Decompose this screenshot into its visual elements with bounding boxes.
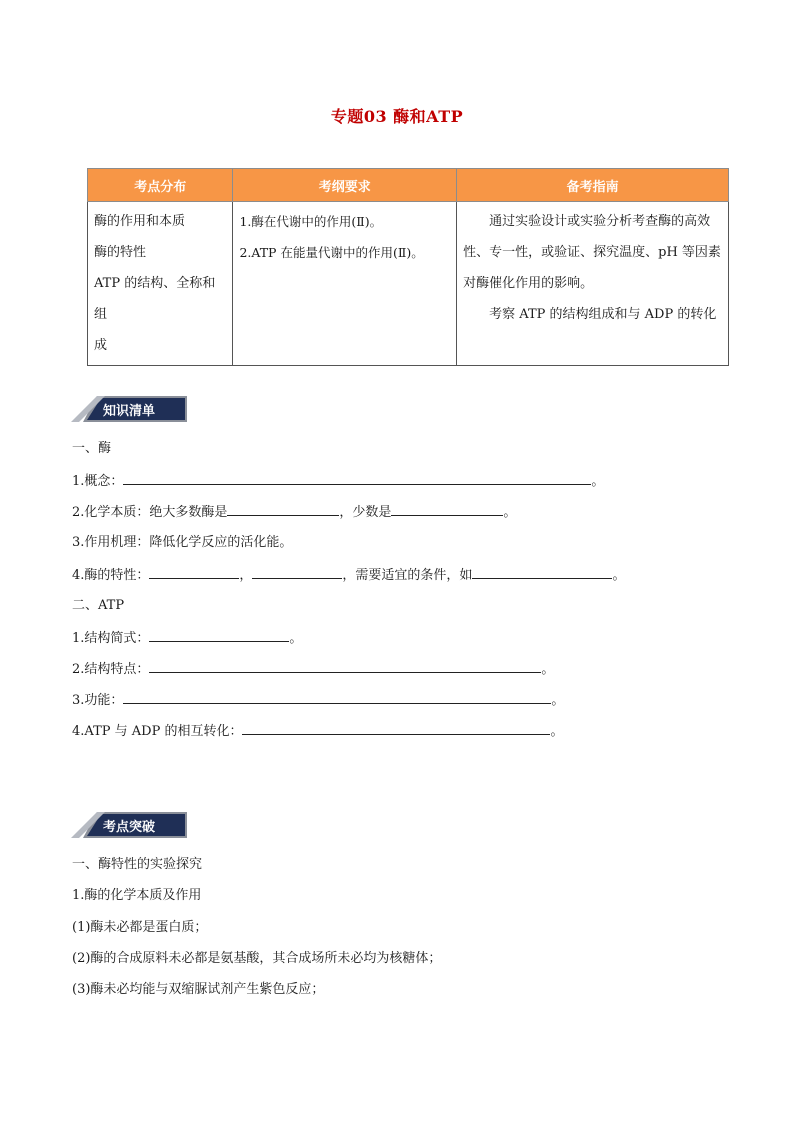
answer-blank[interactable] (149, 658, 541, 673)
cell-guide (457, 202, 729, 366)
heading-atp: 二、ATP (72, 598, 125, 613)
question-chemical-nature: 2.化学本质：绝大多数酶是 ，少数是 。 (72, 501, 516, 521)
list-item: (2)酶的合成原料未必都是氨基酸，其合成场所未必均为核糖体； (72, 951, 442, 966)
question-enzyme-properties: 4.酶的特性： ， ，需要适宜的条件，如 。 (72, 564, 625, 584)
answer-blank[interactable] (227, 501, 339, 516)
answer-blank[interactable] (149, 564, 239, 579)
page-title: 专题03 酶和ATP (330, 107, 464, 126)
header-syllabus-requirements: 考纲要求 (233, 169, 457, 202)
heading-enzyme: 一、酶 (72, 441, 112, 456)
table-row (88, 202, 729, 366)
badge-label: 考点突破 (102, 820, 155, 835)
question-structure-formula: 1.结构简式： 。 (72, 627, 302, 647)
question-concept: 1.概念： 。 (72, 470, 604, 490)
answer-blank[interactable] (472, 564, 612, 579)
topic-line: 酶的作用和本质 (94, 214, 186, 229)
cell-requirements (233, 202, 457, 366)
header-topic-distribution: 考点分布 (88, 169, 233, 202)
guide-paragraph: 通过实验设计或实验分析考查酶的高效性、专一性，或验证、探究温度、pH 等因素对酶催化作用的影响。 (463, 214, 721, 291)
cell-topics (88, 202, 233, 366)
answer-blank[interactable] (391, 501, 503, 516)
question-mechanism: 3.作用机理：降低化学反应的活化能。 (72, 535, 293, 550)
list-item: (1)酶未必都是蛋白质； (72, 920, 208, 935)
guide-paragraph: 考察 ATP 的结构组成和与 ADP 的转化 (489, 307, 717, 322)
badge-label: 知识清单 (102, 404, 155, 419)
requirement-line: 1.酶在代谢中的作用(Ⅱ)。 (239, 214, 383, 229)
list-item: (3)酶未必均能与双缩脲试剂产生紫色反应； (72, 982, 325, 997)
table-header-row (88, 169, 729, 202)
answer-blank[interactable] (123, 689, 551, 704)
answer-blank[interactable] (242, 720, 550, 735)
question-atp-adp-conversion: 4.ATP 与 ADP 的相互转化： 。 (72, 720, 563, 740)
topic-line: ATP 的结构、全称和组 (94, 276, 216, 322)
topic-line: 成 (94, 338, 108, 353)
answer-blank[interactable] (123, 470, 591, 485)
header-prep-guide: 备考指南 (457, 169, 729, 202)
section-badge-breakthrough (71, 812, 187, 838)
answer-blank[interactable] (149, 627, 289, 642)
section-badge-knowledge (71, 396, 187, 422)
requirement-line: 2.ATP 在能量代谢中的作用(Ⅱ)。 (239, 245, 424, 260)
answer-blank[interactable] (252, 564, 342, 579)
question-function: 3.功能： 。 (72, 689, 564, 709)
heading-enzyme-experiment: 一、酶特性的实验探究 (72, 857, 203, 872)
subheading-enzyme-nature: 1.酶的化学本质及作用 (72, 888, 202, 903)
topic-line: 酶的特性 (94, 245, 147, 260)
exam-guide-table (87, 168, 729, 366)
question-structure-features: 2.结构特点： 。 (72, 658, 554, 678)
